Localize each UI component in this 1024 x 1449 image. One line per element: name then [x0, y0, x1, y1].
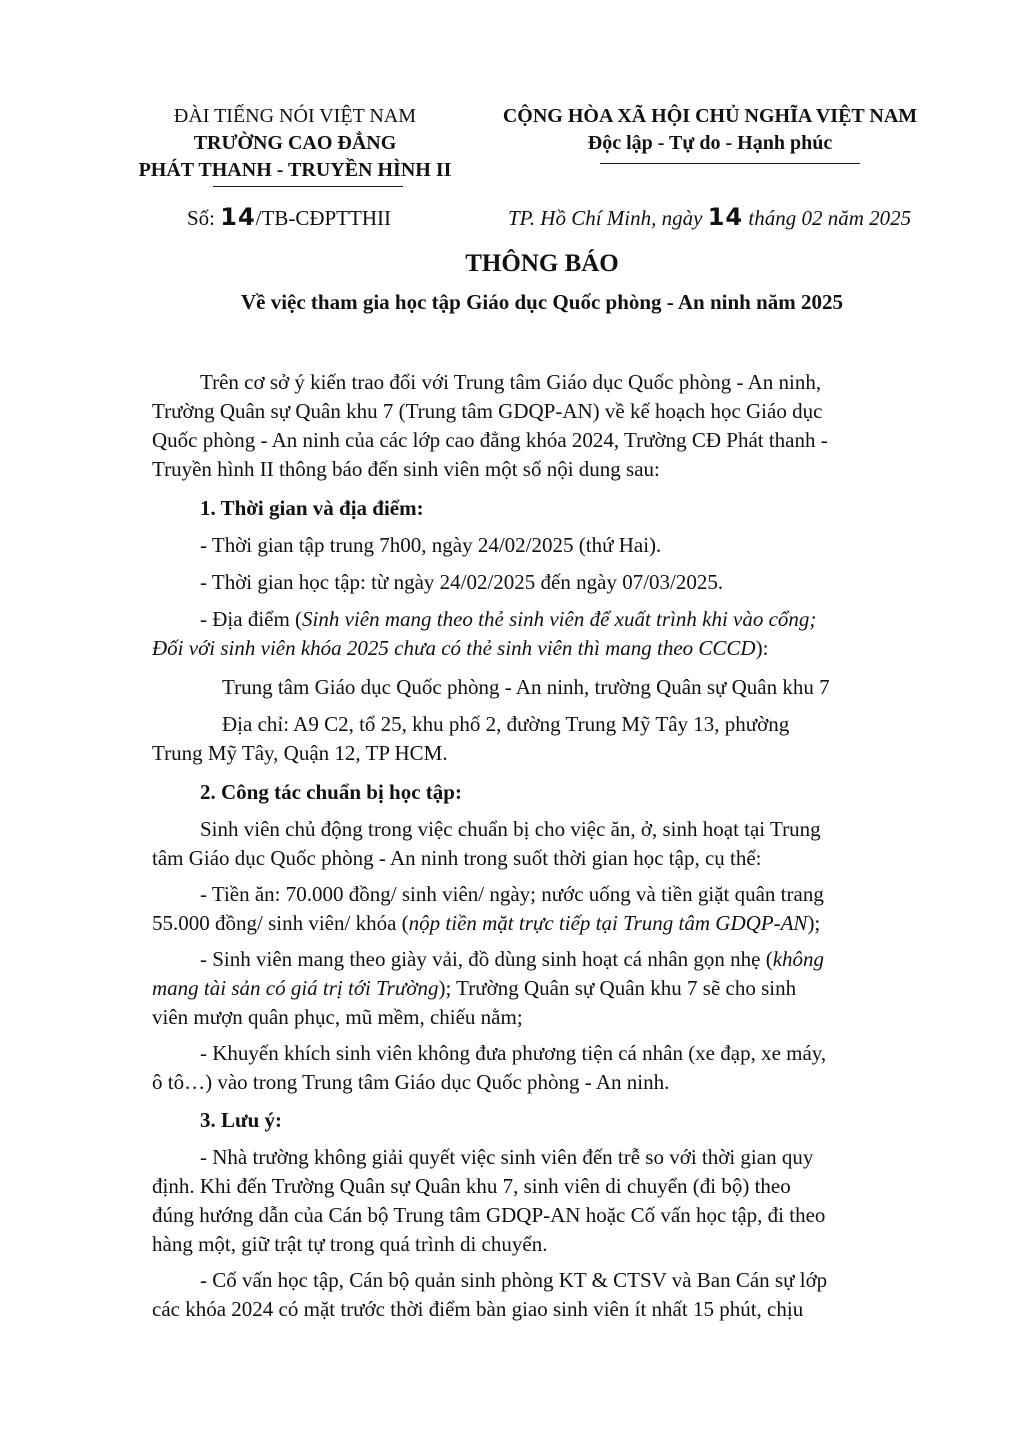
section3-heading: 3. Lưu ý:	[200, 1108, 283, 1132]
date-day-handwritten: 14	[707, 203, 744, 231]
date-after: tháng 02 năm 2025	[748, 206, 912, 230]
section1-center: Trung tâm Giáo dục Quốc phòng - An ninh, trường Quân sự Quân khu 7	[222, 675, 830, 699]
place-label: - Địa điểm (	[200, 607, 303, 631]
doc-number-suffix: /TB-CĐPTTHII	[255, 206, 391, 230]
fee-end: );	[807, 911, 821, 935]
section2-p2-line1: - Tiền ăn: 70.000 đồng/ sinh viên/ ngày; nước uống và tiền giặt quân trang	[200, 882, 824, 906]
section1-study-time: - Thời gian học tập: từ ngày 24/02/2025 đến ngày 07/03/2025.	[200, 570, 724, 594]
section3-p1-line2: định. Khi đến Trường Quân sự Quân khu 7, sinh viên di chuyển (đi bộ) theo	[152, 1174, 791, 1198]
section1-place-cont	[152, 636, 768, 661]
intro-line-4: Truyền hình II thông báo đến sinh viên một số nội dung sau:	[152, 457, 660, 481]
document-number	[187, 203, 391, 231]
fee-note: nộp tiền mặt trực tiếp tại Trung tâm GDQP-AN	[408, 911, 808, 935]
fee-text: 55.000 đồng/ sinh viên/ khóa (	[152, 911, 409, 935]
national-title: CỘNG HÒA XÃ HỘI CHỦ NGHĨA VIỆT NAM	[502, 105, 918, 127]
intro-line-2: Trường Quân sự Quân khu 7 (Trung tâm GDQP-AN) về kế hoạch học Giáo dục	[152, 399, 823, 423]
section2-p2-line2	[152, 911, 820, 936]
section1-address-2: Trung Mỹ Tây, Quận 12, TP HCM.	[152, 741, 448, 765]
doc-number-prefix: Số:	[187, 206, 216, 230]
items-note: mang tài sản có giá trị tới Trường	[152, 976, 439, 1000]
place-date	[508, 203, 911, 231]
header-left-underline	[213, 186, 403, 187]
section3-p2-line1: - Cố vấn học tập, Cán bộ quản sinh phòng KT & CTSV và Ban Cán sự lớp	[200, 1268, 828, 1292]
document-title: THÔNG BÁO	[465, 250, 619, 277]
items-text: - Sinh viên mang theo giày vải, đồ dùng sinh hoạt cá nhân gọn nhẹ (	[200, 947, 773, 971]
section2-p4-line1: - Khuyến khích sinh viên không đưa phương tiện cá nhân (xe đạp, xe máy,	[200, 1041, 827, 1065]
place-note-end: ):	[755, 636, 769, 660]
agency-name: ĐÀI TIẾNG NÓI VIỆT NAM	[173, 105, 417, 127]
national-motto: Độc lập - Tự do - Hạnh phúc	[587, 132, 833, 154]
items-text-2: ); Trường Quân sự Quân khu 7 sẽ cho sinh	[438, 976, 797, 1000]
section2-heading: 2. Công tác chuẩn bị học tập:	[200, 780, 462, 804]
section2-p3-line2	[152, 976, 796, 1001]
doc-number-handwritten: 14	[220, 203, 256, 231]
section2-p3-line3: viên mượn quân phục, mũ mềm, chiếu nằm;	[152, 1005, 523, 1029]
section3-p1-line3: đúng hướng dẫn của Cán bộ Trung tâm GDQP-AN hoặc Cố vấn học tập, đi theo	[152, 1203, 826, 1227]
school-name-line2: PHÁT THANH - TRUYỀN HÌNH II	[138, 159, 452, 181]
section2-p3-line1	[200, 947, 824, 972]
school-name-line1: TRƯỜNG CAO ĐẲNG	[193, 132, 397, 154]
intro-line-3: Quốc phòng - An ninh của các lớp cao đẳng khóa 2024, Trường CĐ Phát thanh -	[152, 428, 828, 452]
intro-line-1: Trên cơ sở ý kiến trao đổi với Trung tâm Giáo dục Quốc phòng - An ninh,	[200, 370, 822, 394]
section2-p4-line2: ô tô…) vào trong Trung tâm Giáo dục Quốc phòng - An ninh.	[152, 1070, 670, 1094]
place-note-1: Sinh viên mang theo thẻ sinh viên để xuất trình khi vào cổng;	[302, 607, 817, 631]
date-before: TP. Hồ Chí Minh, ngày	[508, 206, 703, 230]
section1-heading: 1. Thời gian và địa điểm:	[200, 496, 424, 520]
section2-p1-line2: tâm Giáo dục Quốc phòng - An ninh trong suốt thời gian học tập, cụ thể:	[152, 846, 762, 870]
items-note-start: không	[772, 947, 825, 971]
document-subtitle: Về việc tham gia học tập Giáo dục Quốc phòng - An ninh năm 2025	[240, 290, 844, 314]
section3-p1-line4: hàng một, giữ trật tự trong quá trình di chuyển.	[152, 1232, 548, 1256]
section1-place	[200, 607, 816, 632]
section1-gather-time: - Thời gian tập trung 7h00, ngày 24/02/2025 (thứ Hai).	[200, 533, 662, 557]
header-right-underline	[600, 163, 860, 164]
section3-p1-line1: - Nhà trường không giải quyết việc sinh viên đến trễ so với thời gian quy	[200, 1145, 814, 1169]
section2-p1-line1: Sinh viên chủ động trong việc chuẩn bị cho việc ăn, ở, sinh hoạt tại Trung	[200, 817, 821, 841]
section3-p2-line2: các khóa 2024 có mặt trước thời điểm bàn giao sinh viên ít nhất 15 phút, chịu	[152, 1297, 804, 1321]
place-note-2: Đối với sinh viên khóa 2025 chưa có thẻ sinh viên thì mang theo CCCD	[152, 636, 756, 660]
section1-address-1: Địa chỉ: A9 C2, tổ 25, khu phố 2, đường Trung Mỹ Tây 13, phường	[222, 712, 790, 736]
